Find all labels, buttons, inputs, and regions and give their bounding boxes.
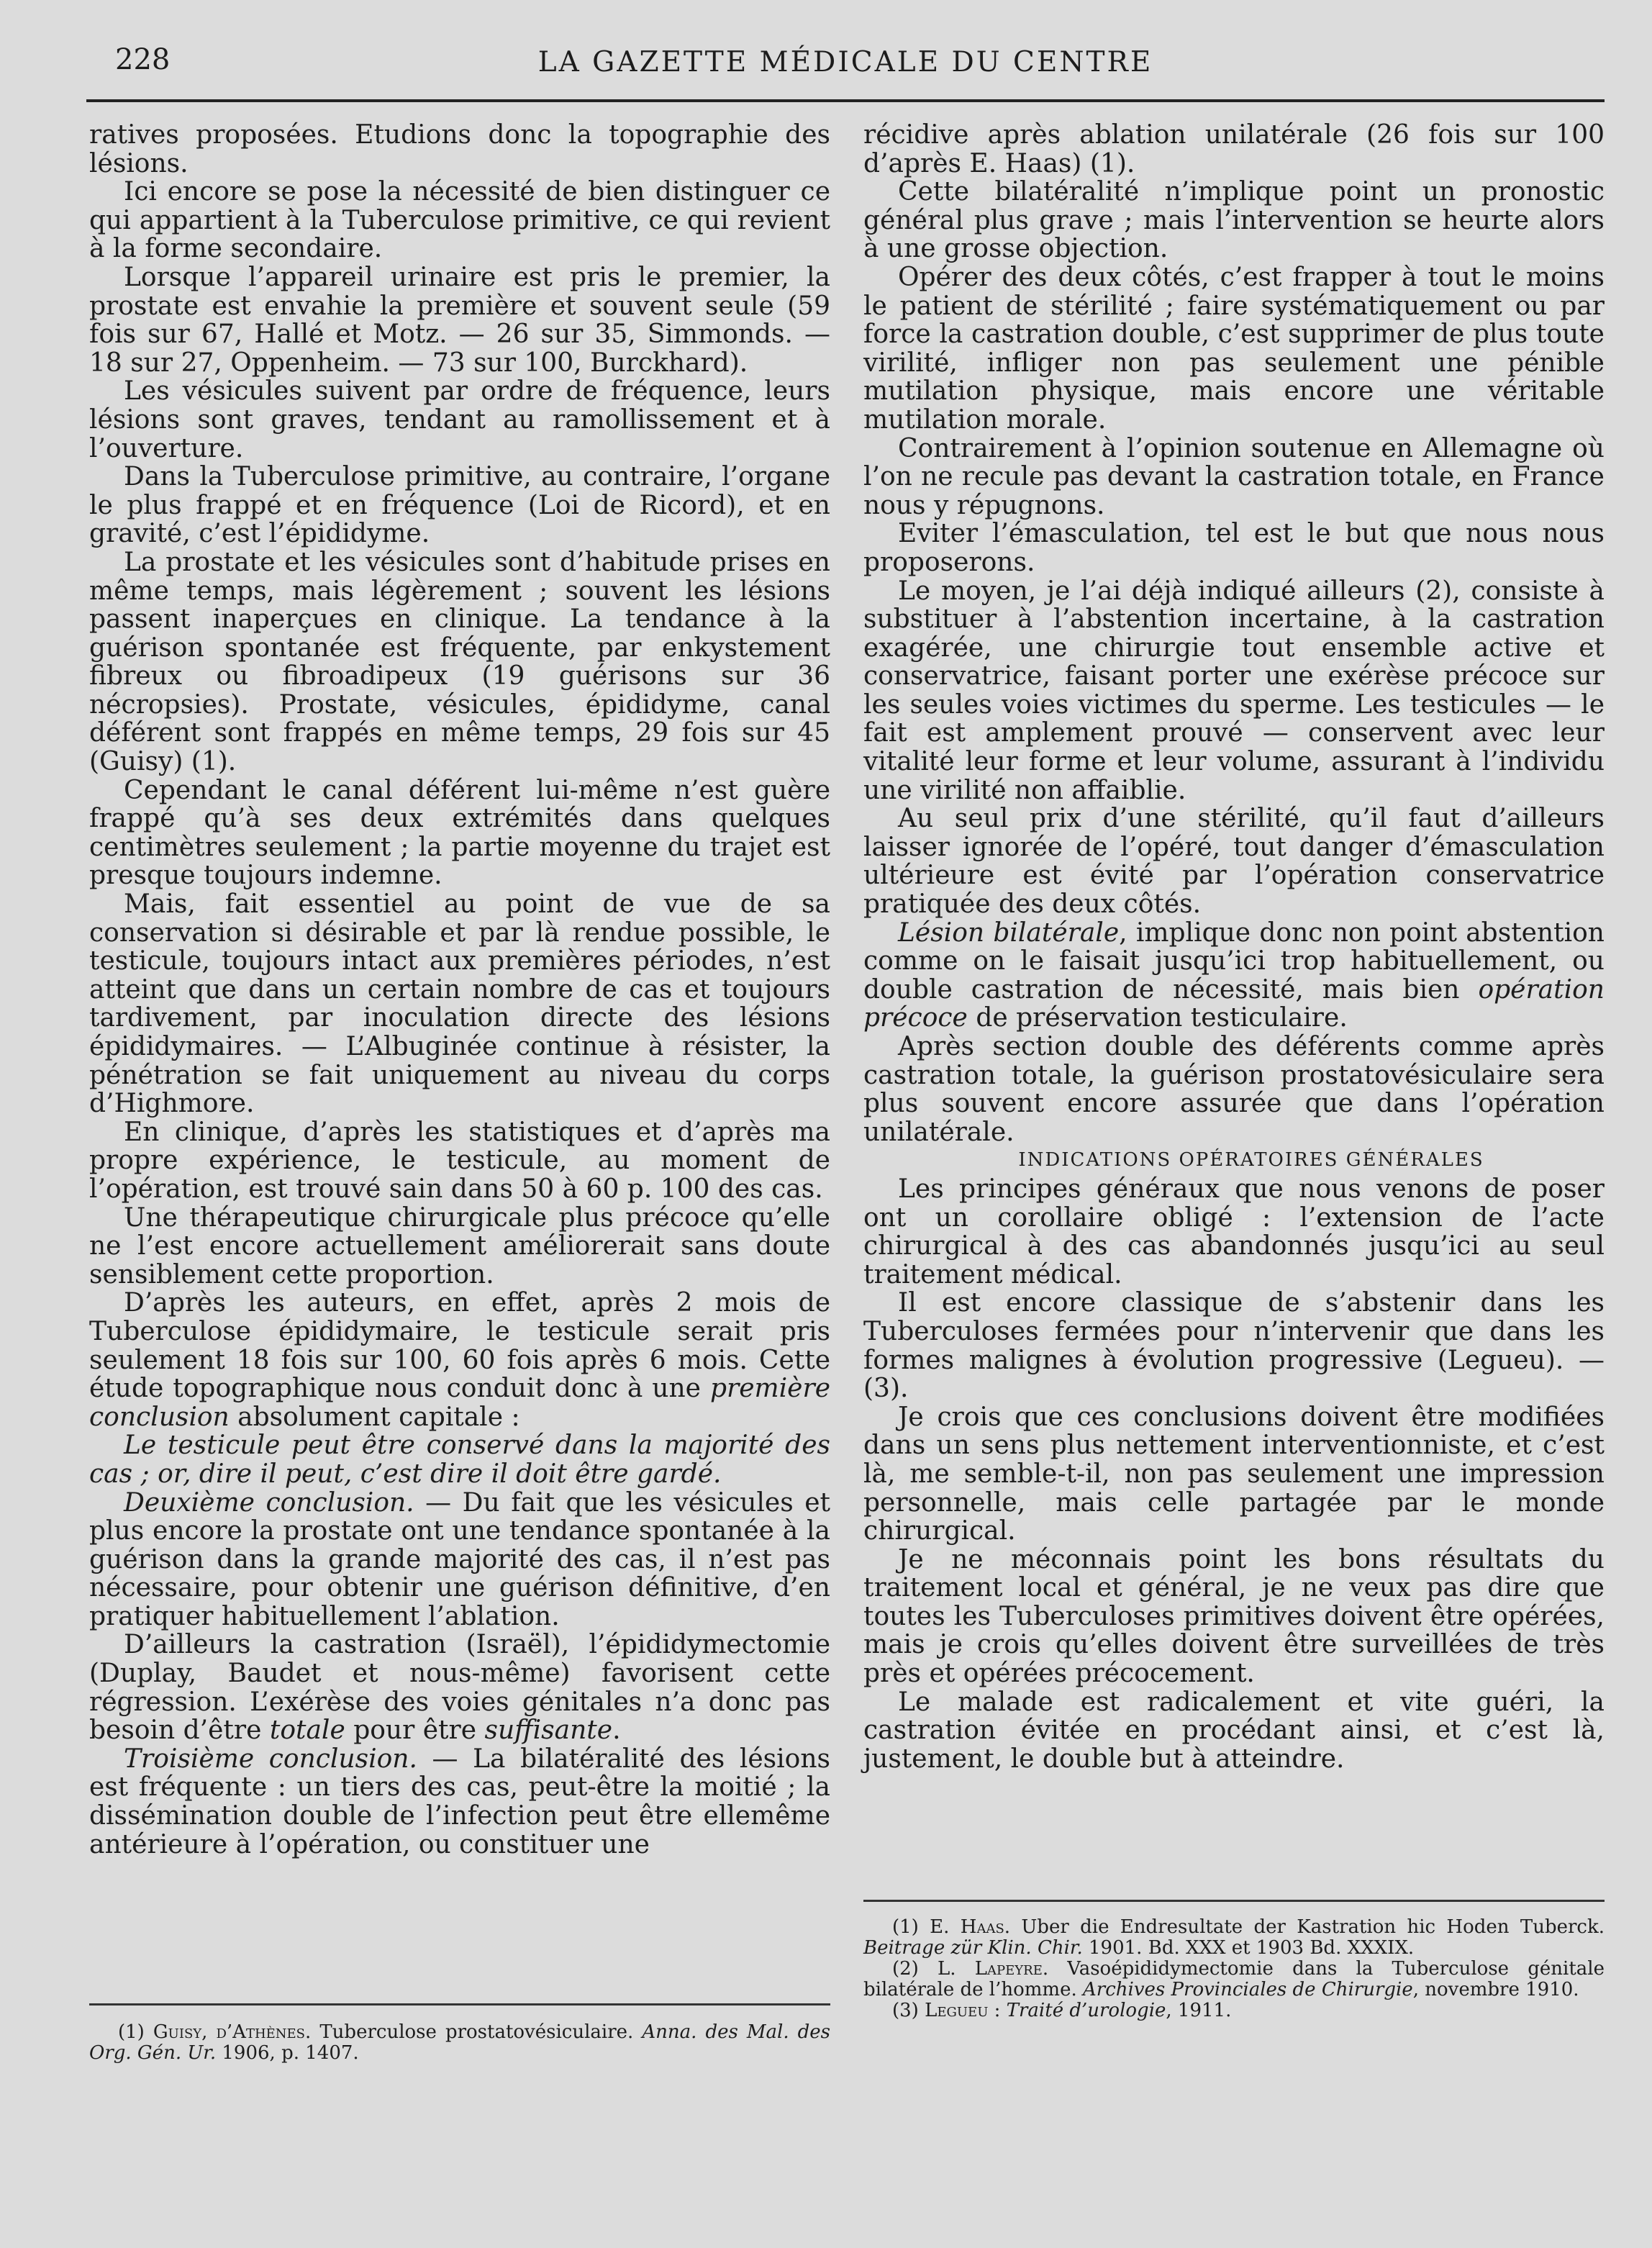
paragraph: Je crois que ces conclusions doivent être modifiées dans un sens plus nettement interventionniste, et c’est là, me semble-t-il, non pas seulement une impression personnelle, mais celle partagée par le monde chirurgical.	[863, 1402, 1605, 1546]
emphasis-text: Troisième conclusion.	[124, 1744, 417, 1774]
left-column	[89, 121, 830, 1859]
paragraph: D’après les auteurs, en effet, après 2 mois de Tuberculose épididymaire, le testicule serait pris seulement 18 fois sur 100, 60 fois après 6 mois. Cette étude topographique nous conduit donc à une première conclusion absolument capitale :	[89, 1288, 830, 1432]
emphasis-text: Lapeyre.	[974, 1958, 1049, 1980]
emphasis-text: Guisy, d’Athènes.	[153, 2021, 312, 2043]
paragraph: Opérer des deux côtés, c’est frapper à tout le moins le patient de stérilité ; faire systématiquement ou par force la castration double, c’est supprimer de plus toute virilité, infliger non pas seulement une pénible mutilation physique, mais encore une véritable mutilation morale.	[863, 262, 1605, 435]
emphasis-text: Lésion bilatérale	[898, 917, 1120, 948]
paragraph: La prostate et les vésicules sont d’habitude prises en même temps, mais légèrement ; souvent les lésions passent inaperçues en clinique. La tendance à la guérison spontanée est fréquente, par enkystement fibreux ou fibroadipeux (19 guérisons sur 36 nécropsies). Prostate, vésicules, épididyme, canal déférent sont frappés en même temps, 29 fois sur 45 (Guisy) (1).	[89, 547, 830, 777]
emphasis-text: totale	[269, 1716, 345, 1746]
right-column-top	[863, 121, 1605, 1146]
footnote: (1) Guisy, d’Athènes. Tuberculose prostatovésiculaire. Anna. des Mal. des Org. Gén. Ur. 1906, p. 1407.	[89, 2021, 831, 2064]
paragraph: Dans la Tuberculose primitive, au contraire, l’organe le plus frappé et en fréquence (Loi de Ricord), et en gravité, c’est l’épididyme.	[89, 462, 830, 549]
paragraph: Les principes généraux que nous venons de poser ont un corollaire obligé : l’extension de l’acte chirurgical à des cas abandonnés jusqu’ici au seul traitement médical.	[863, 1174, 1605, 1290]
paragraph: Eviter l’émasculation, tel est le but que nous nous proposerons.	[863, 519, 1605, 577]
emphasis-text: Anna. des Mal. des Org. Gén. Ur.	[89, 2021, 831, 2064]
emphasis-text: première conclusion	[89, 1374, 830, 1432]
emphasis-text: Traité d’urologie	[1006, 2000, 1166, 2021]
paragraph: Au seul prix d’une stérilité, qu’il faut d’ailleurs laisser ignorée de l’opéré, tout danger d’émasculation ultérieure est évité par l’opération conservatrice pratiquée des deux côtés.	[863, 804, 1605, 920]
paragraph: Cette bilatéralité n’implique point un pronostic général plus grave ; mais l’intervention se heurte alors à une grosse objection.	[863, 177, 1605, 264]
paragraph: Le moyen, je l’ai déjà indiqué ailleurs (2), consiste à substituer à l’abstention incertaine, à la castration exagérée, une chirurgie tout ensemble active et conservatrice, faisant porter une exérèse précoce sur les seules voies victimes du sperme. Les testicules — le fait est amplement prouvé — conservent avec leur vitalité leur forme et leur volume, assurant à l’individu une virilité non affaiblie.	[863, 576, 1605, 805]
right-column-bottom	[863, 1175, 1605, 1773]
paragraph: Troisième conclusion. — La bilatéralité des lésions est fréquente : un tiers des cas, peut-être la moitié ; la dissémination double de l’infection peut être ellemême antérieure à l’opération, ou constituer une	[89, 1744, 831, 1859]
emphasis-text: Haas.	[960, 1916, 1011, 1938]
footnote: (2) L. Lapeyre. Vasoépididymectomie dans la Tuberculose génitale bilatérale de l’homme. Archives Provinciales de Chirurgie, novembre 1910.	[863, 1958, 1605, 2000]
right-footnote-rule	[863, 1900, 1605, 1902]
header-rule	[86, 99, 1605, 102]
paragraph: Ici encore se pose la nécessité de bien distinguer ce qui appartient à la Tuberculose primitive, ce qui revient à la forme secondaire.	[89, 177, 830, 264]
emphasis-text: Beitrage zür Klin. Chir.	[863, 1937, 1083, 1959]
emphasis-text: Deuxième conclusion.	[124, 1487, 414, 1518]
paragraph: Mais, fait essentiel au point de vue de sa conservation si désirable et par là rendue possible, le testicule, toujours intact aux premières périodes, n’est atteint que dans un certain nombre de cas et toujours tardivement, par inoculation directe des lésions épididymaires. — L’Albuginée continue à résister, la pénétration se fait uniquement au niveau du corps d’Highmore.	[89, 889, 830, 1119]
paragraph: Je ne méconnais point les bons résultats du traitement local et général, je ne veux pas dire que toutes les Tuberculoses primitives doivent être opérées, mais je crois qu’elles doivent être surveillées de très près et opérées précocement.	[863, 1544, 1605, 1689]
left-footnote-rule	[89, 2003, 830, 2005]
paragraph: récidive après ablation unilatérale (26 fois sur 100 d’après E. Haas) (1).	[863, 120, 1605, 178]
paragraph: Les vésicules suivent par ordre de fréquence, leurs lésions sont graves, tendant au ramollissement et à l’ouverture.	[89, 376, 830, 463]
emphasis-text: Le testicule peut être conservé dans la majorité des cas ; or, dire il peut, c’est dire il doit être gardé.	[89, 1431, 830, 1489]
paragraph: Après section double des déférents comme après castration totale, la guérison prostatovésiculaire sera plus souvent encore assurée que dans l’opération unilatérale.	[863, 1032, 1605, 1147]
paragraph: Deuxième conclusion. — Du fait que les vésicules et plus encore la prostate ont une tendance spontanée à la guérison dans la grande majorité des cas, il n’est pas nécessaire, pour obtenir une guérison définitive, d’en pratiquer habituellement l’ablation.	[89, 1487, 830, 1631]
paragraph: En clinique, d’après les statistiques et d’après ma propre expérience, le testicule, au moment de l’opération, est trouvé sain dans 50 à 60 p. 100 des cas.	[89, 1117, 830, 1204]
footnote: (3) Legueu : Traité d’urologie, 1911.	[892, 2000, 1232, 2021]
paragraph	[89, 1431, 830, 1488]
emphasis-text: Legueu	[925, 2000, 989, 2021]
emphasis-text: Archives Provinciales de Chirurgie	[1083, 1979, 1413, 2000]
page-header	[86, 42, 1605, 85]
footnote: (1) E. Haas. Uber die Endresultate der Kastration hic Hoden Tuberck. Beitrage zür Klin. Chir. 1901. Bd. XXX et 1903 Bd. XXXIX.	[863, 1916, 1605, 1959]
paragraph: Lorsque l’appareil urinaire est pris le premier, la prostate est envahie la première et souvent seule (59 fois sur 67, Hallé et Motz. — 26 sur 35, Simmonds. — 18 sur 27, Oppenheim. — 73 sur 100, Burckhard).	[89, 262, 830, 378]
paragraph: Le malade est radicalement et vite guéri, la castration évitée en procédant ainsi, et c’est là, justement, le double but à atteindre.	[863, 1687, 1605, 1774]
left-footnotes	[89, 2022, 830, 2064]
paragraph: ratives proposées. Etudions donc la topographie des lésions.	[89, 120, 830, 178]
paragraph: Cependant le canal déférent lui-même n’est guère frappé qu’à ses deux extrémités dans quelques centimètres seulement ; la partie moyenne du trajet est presque toujours indemne.	[89, 775, 830, 891]
paragraph: D’ailleurs la castration (Israël), l’épididymectomie (Duplay, Baudet et nous-même) favorisent cette régression. L’exérèse des voies génitales n’a donc pas besoin d’être totale pour être suffisante.	[89, 1630, 830, 1746]
right-footnotes	[863, 1917, 1605, 2021]
right-column	[863, 121, 1605, 1773]
paragraph: Il est encore classique de s’abstenir dans les Tuberculoses fermées pour n’intervenir que dans les formes malignes à évolution progressive (Legueu). — (3).	[863, 1288, 1605, 1404]
emphasis-text: suffisante	[484, 1716, 613, 1746]
journal-title: LA GAZETTE MÉDICALE DU CENTRE	[537, 46, 1153, 78]
paragraph: Une thérapeutique chirurgicale plus précoce qu’elle ne l’est encore actuellement améliorerait sans doute sensiblement cette proportion.	[89, 1202, 830, 1290]
page-number: 228	[115, 43, 171, 76]
section-title: INDICATIONS OPÉRATOIRES GÉNÉRALES	[1018, 1149, 1484, 1171]
paragraph: Lésion bilatérale, implique donc non point abstention comme on le faisait jusqu’ici trop habituellement, ou double castration de nécessité, mais bien opération précoce de préservation testiculaire.	[863, 917, 1605, 1033]
paragraph: Contrairement à l’opinion soutenue en Allemagne où l’on ne recule pas devant la castration totale, en France nous y répugnons.	[863, 433, 1605, 520]
emphasis-text: opération précoce	[863, 974, 1605, 1033]
